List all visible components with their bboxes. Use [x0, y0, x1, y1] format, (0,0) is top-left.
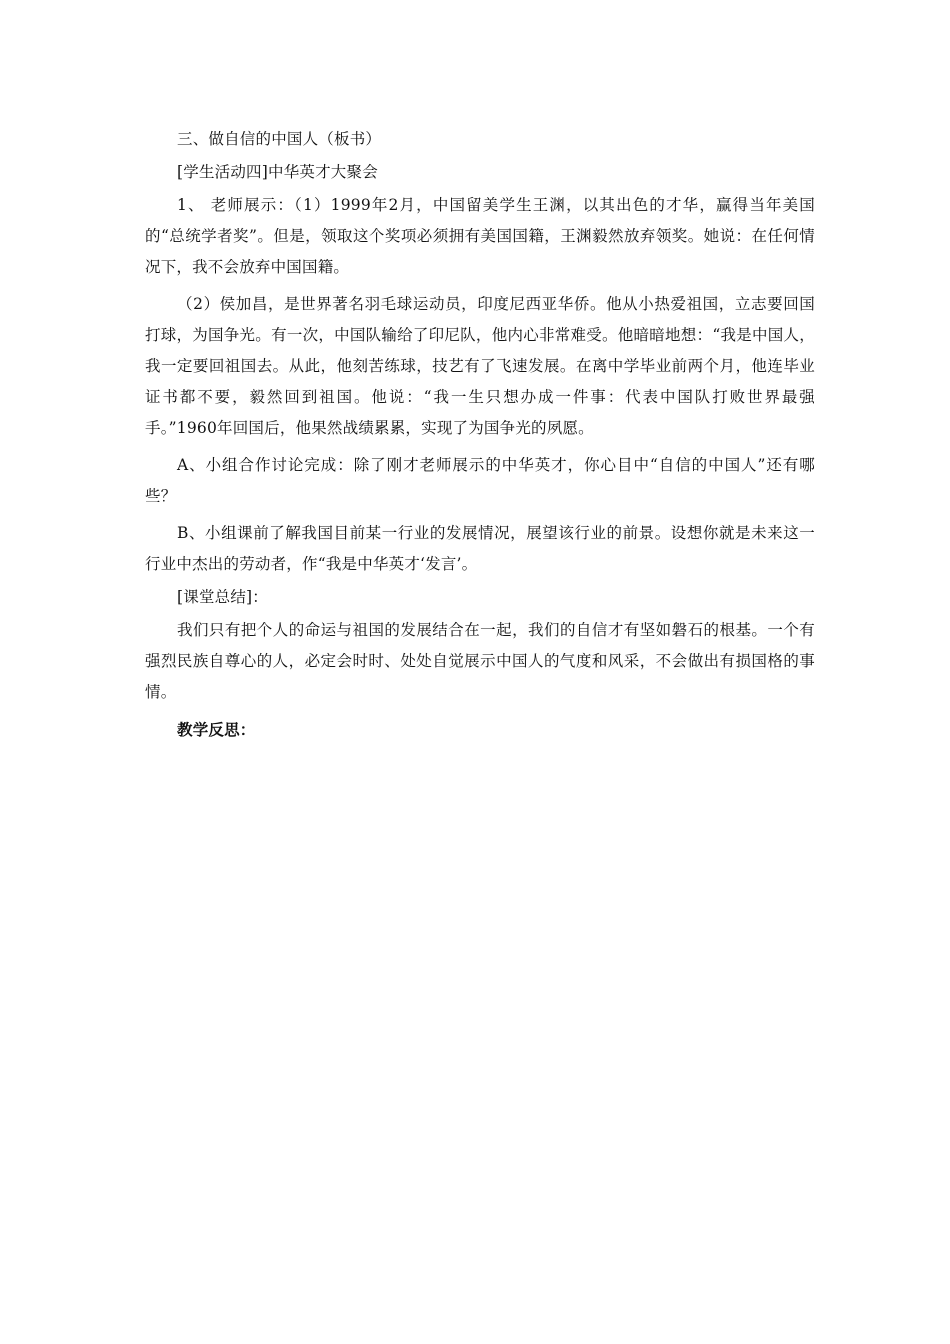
activity-title: [学生活动四]中华英才大聚会	[177, 163, 378, 181]
reflection-label: 教学反思：	[177, 720, 256, 739]
teacher-example-1: 1、 老师展示：（1）1999年2月，中国留美学生王渊，以其出色的才华，赢得当年美国的“总统学者奖”。但是，领取这个奖项必须拥有美国国籍，王渊毅然放弃领奖。她说：在任何情况下，我不会放弃中国国籍。	[145, 196, 815, 276]
summary-title: [课堂总结]：	[177, 588, 268, 606]
section-heading: 三、做自信的中国人（板书）	[177, 130, 382, 148]
group-task-b: B、小组课前了解我国目前某一行业的发展情况，展望该行业的前景。设想你就是未来这一行业中杰出的劳动者，作“我是中华英才‘发言’。	[145, 524, 815, 573]
summary-text: 我们只有把个人的命运与祖国的发展结合在一起，我们的自信才有坚如磐石的根基。一个有强烈民族自尊心的人，必定会时时、处处自觉展示中国人的气度和风采，不会做出有损国格的事情。	[145, 621, 815, 701]
teacher-example-2: （2）侯加昌，是世界著名羽毛球运动员，印度尼西亚华侨。他从小热爱祖国，立志要回国打球，为国争光。有一次，中国队输给了印尼队，他内心非常难受。他暗暗地想：“我是中国人，我一定要回祖国去。从此，他刻苦练球，技艺有了飞速发展。在离中学毕业前两个月，他连毕业证书都不要，毅然回到祖国。他说：“我一生只想办成一件事：代表中国队打败世界最强手。”1960年回国后，他果然战绩累累，实现了为国争光的夙愿。	[145, 295, 815, 437]
document-body	[145, 124, 815, 745]
group-task-a: A、小组合作讨论完成：除了刚才老师展示的中华英才，你心目中“自信的中国人”还有哪些？	[145, 456, 815, 505]
